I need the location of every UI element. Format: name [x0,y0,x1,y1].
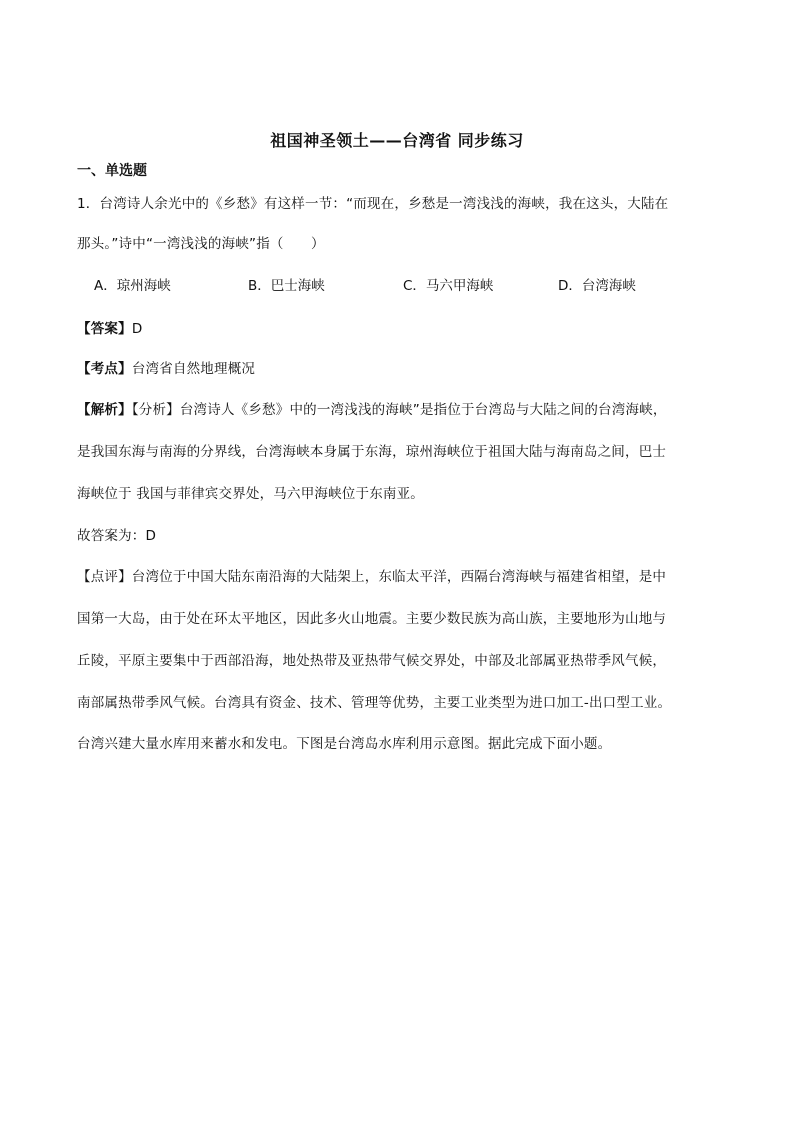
comment-line-2: 国第一大岛，由于处在环太平地区，因此多火山地震。主要少数民族为高山族，主要地形为山地与 [77,611,667,627]
analysis-line-2: 是我国东海与南海的分界线，台湾海峡本身属于东海，琼州海峡位于祖国大陆与海南岛之间，巴士 [77,444,667,460]
comment-line-5: 台湾兴建大量水库用来蓄水和发电。下图是台湾岛水库利用示意图。据此完成下面小题。 [77,736,612,752]
question-text-line-1: 1．台湾诗人余光中的《乡愁》有这样一节：“而现在，乡愁是一湾浅浅的海峡，我在这头，大陆在 [77,196,669,212]
comment-line-3: 丘陵，平原主要集中于西部沿海，地处热带及亚热带气候交界处，中部及北部属亚热带季风气候， [77,653,667,669]
kaodian-row [77,357,255,377]
analysis-line-1 [77,398,667,418]
kaodian-label: 【考点】 [77,361,132,377]
analysis-label: 【解析】 [77,402,132,418]
comment-line-4: 南部属热带季风气候。台湾具有资金、技术、管理等优势，主要工业类型为进口加工-出口型工业。 [77,695,672,711]
page-title: 祖国神圣领土——台湾省 同步练习 [270,131,524,150]
question-text-line-2: 那头。”诗中“一湾浅浅的海峡”指（ ） [77,236,325,252]
option-d: D．台湾海峡 [558,278,636,294]
option-b: B．巴士海峡 [248,278,325,294]
final-answer: 故答案为：D [77,528,157,544]
answer-label: 【答案】 [77,321,132,337]
option-c: C．马六甲海峡 [403,278,494,294]
answer-row [77,317,142,337]
section-heading: 一、单选题 [77,163,147,179]
analysis-line-3: 海峡位于 我国与菲律宾交界处，马六甲海峡位于东南亚。 [77,486,424,502]
comment-line-1: 【点评】台湾位于中国大陆东南沿海的大陆架上，东临太平洋，西隔台湾海峡与福建省相望，是中 [77,569,667,585]
option-a: A．琼州海峡 [94,278,171,294]
analysis-text-1: 【分析】台湾诗人《乡愁》中的一湾浅浅的海峡”是指位于台湾岛与大陆之间的台湾海峡， [131,402,667,418]
kaodian-value: 台湾省自然地理概况 [131,361,256,377]
answer-value: D [131,321,143,337]
